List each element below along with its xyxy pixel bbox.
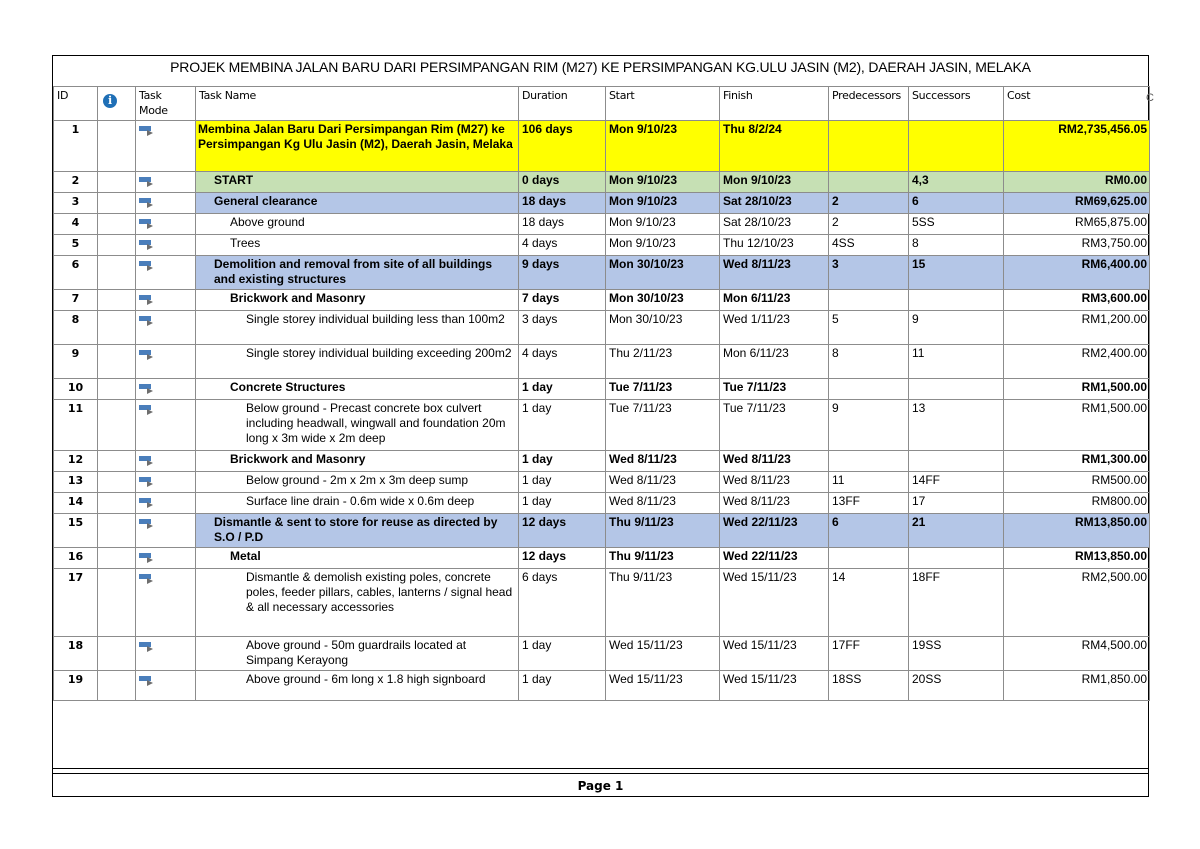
task-start-cell[interactable]: Tue 7/11/23 [606,379,720,400]
task-id-cell: 11 [54,400,98,451]
task-row[interactable] [54,514,1150,548]
task-mode-cell[interactable] [136,256,196,290]
task-predecessors-cell[interactable]: 17FF [829,637,909,671]
task-cost-cell[interactable]: RM13,850.00 [1004,514,1150,548]
task-indicator-cell [98,671,136,701]
task-row[interactable] [54,472,1150,493]
task-start-cell[interactable]: Mon 9/10/23 [606,172,720,193]
task-duration-cell[interactable]: 1 day [519,400,606,451]
task-name: Demolition and removal from site of all buildings and existing structures [214,257,493,286]
task-mode-cell[interactable] [136,451,196,472]
task-name: Below ground - 2m x 2m x 3m deep sump [246,473,469,487]
task-start-cell[interactable]: Mon 9/10/23 [606,193,720,214]
task-mode-cell[interactable] [136,548,196,569]
task-finish-cell[interactable]: Wed 8/11/23 [720,472,829,493]
task-start-cell[interactable]: Thu 2/11/23 [606,345,720,379]
task-successors-cell[interactable] [909,121,1004,172]
task-finish-cell[interactable]: Wed 22/11/23 [720,548,829,569]
task-duration-cell[interactable]: 1 day [519,637,606,671]
task-row[interactable] [54,172,1150,193]
auto-scheduled-task-icon [139,454,155,466]
task-indicator-cell [98,214,136,235]
page-footer [53,768,1148,798]
task-row[interactable] [54,569,1150,637]
task-row[interactable] [54,637,1150,671]
task-finish-cell[interactable]: Wed 22/11/23 [720,514,829,548]
task-finish-cell[interactable]: Tue 7/11/23 [720,379,829,400]
task-id-cell: 10 [54,379,98,400]
task-indicator-cell [98,311,136,345]
task-row[interactable] [54,214,1150,235]
task-predecessors-cell[interactable]: 9 [829,400,909,451]
task-row[interactable] [54,400,1150,451]
header-row [54,87,1150,121]
task-indicator-cell [98,637,136,671]
task-predecessors-cell[interactable]: 14 [829,569,909,637]
task-name: Above ground - 50m guardrails located at Simpang Kerayong [246,638,467,667]
task-indicator-cell [98,548,136,569]
task-predecessors-cell[interactable] [829,379,909,400]
task-indicator-cell [98,235,136,256]
task-row[interactable] [54,451,1150,472]
task-name-cell[interactable] [196,379,519,400]
auto-scheduled-task-icon [139,496,155,508]
task-name-cell[interactable] [196,451,519,472]
task-cost-cell[interactable]: RM4,500.00 [1004,637,1150,671]
task-successors-cell[interactable]: 13 [909,400,1004,451]
task-row[interactable] [54,235,1150,256]
task-mode-cell[interactable] [136,400,196,451]
auto-scheduled-task-icon [139,196,155,208]
column-header-successors[interactable]: Successors [909,87,1004,121]
task-cost-cell[interactable]: RM13,850.00 [1004,548,1150,569]
page-number: Page 1 [577,779,624,793]
task-name-cell[interactable] [196,514,519,548]
task-mode-cell[interactable] [136,121,196,172]
task-indicator-cell [98,193,136,214]
task-cost-cell[interactable]: RM2,735,456.05 [1004,121,1150,172]
task-start-cell[interactable]: Wed 8/11/23 [606,493,720,514]
task-successors-cell[interactable]: 19SS [909,637,1004,671]
task-finish-cell[interactable]: Wed 8/11/23 [720,493,829,514]
task-successors-cell[interactable]: 18FF [909,569,1004,637]
task-id-cell: 9 [54,345,98,379]
task-predecessors-cell[interactable]: 2 [829,193,909,214]
task-successors-cell[interactable] [909,290,1004,311]
auto-scheduled-task-icon [139,551,155,563]
task-start-cell[interactable]: Mon 30/10/23 [606,311,720,345]
task-start-cell[interactable]: Mon 9/10/23 [606,121,720,172]
task-start-cell[interactable]: Mon 9/10/23 [606,214,720,235]
task-successors-cell[interactable]: 15 [909,256,1004,290]
task-successors-cell[interactable] [909,379,1004,400]
task-indicator-cell [98,121,136,172]
task-mode-cell[interactable] [136,671,196,701]
auto-scheduled-task-icon [139,348,155,360]
column-header-finish[interactable]: Finish [720,87,829,121]
auto-scheduled-task-icon [139,314,155,326]
task-successors-cell[interactable]: 14FF [909,472,1004,493]
task-row[interactable] [54,671,1150,701]
task-name: Metal [230,549,261,563]
task-duration-cell[interactable]: 1 day [519,671,606,701]
task-finish-cell[interactable]: Mon 6/11/23 [720,345,829,379]
task-duration-cell[interactable]: 18 days [519,214,606,235]
task-start-cell[interactable]: Mon 30/10/23 [606,290,720,311]
task-cost-cell[interactable]: RM69,625.00 [1004,193,1150,214]
task-predecessors-cell[interactable]: 6 [829,514,909,548]
task-name: Concrete Structures [230,380,346,394]
task-successors-cell[interactable]: 4,3 [909,172,1004,193]
auto-scheduled-task-icon [139,382,155,394]
task-cost-cell[interactable]: RM65,875.00 [1004,214,1150,235]
clipped-column-header: C [1146,92,1154,104]
task-indicator-cell [98,345,136,379]
task-mode-cell[interactable] [136,472,196,493]
task-name-cell[interactable] [196,400,519,451]
task-mode-cell[interactable] [136,311,196,345]
task-successors-cell[interactable] [909,548,1004,569]
task-duration-cell[interactable]: 7 days [519,290,606,311]
task-row[interactable] [54,548,1150,569]
task-indicator-cell [98,400,136,451]
task-name: Above ground [230,215,305,229]
column-header-start[interactable]: Start [606,87,720,121]
task-id-cell: 4 [54,214,98,235]
task-successors-cell[interactable]: 21 [909,514,1004,548]
task-id-cell: 13 [54,472,98,493]
task-finish-cell[interactable]: Wed 15/11/23 [720,637,829,671]
auto-scheduled-task-icon [139,238,155,250]
auto-scheduled-task-icon [139,674,155,686]
task-finish-cell[interactable]: Mon 9/10/23 [720,172,829,193]
task-name-cell[interactable] [196,345,519,379]
column-header-task-mode[interactable]: Task Mode [136,87,196,121]
task-id-cell: 1 [54,121,98,172]
task-finish-cell[interactable]: Mon 6/11/23 [720,290,829,311]
task-duration-cell[interactable]: 4 days [519,235,606,256]
task-name-cell[interactable] [196,637,519,671]
task-mode-cell[interactable] [136,235,196,256]
task-id-cell: 14 [54,493,98,514]
task-id-cell: 16 [54,548,98,569]
task-id-cell: 12 [54,451,98,472]
task-successors-cell[interactable]: 20SS [909,671,1004,701]
task-successors-cell[interactable]: 11 [909,345,1004,379]
task-mode-cell[interactable] [136,214,196,235]
task-id-cell: 2 [54,172,98,193]
task-cost-cell[interactable]: RM1,850.00 [1004,671,1150,701]
auto-scheduled-task-icon [139,517,155,529]
task-indicator-cell [98,379,136,400]
task-mode-cell[interactable] [136,637,196,671]
task-mode-cell[interactable] [136,379,196,400]
task-name: Dismantle & sent to store for reuse as directed by S.O / P.D [214,515,498,544]
task-predecessors-cell[interactable]: 4SS [829,235,909,256]
task-duration-cell[interactable]: 12 days [519,514,606,548]
task-mode-cell[interactable] [136,514,196,548]
auto-scheduled-task-icon [139,475,155,487]
task-cost-cell[interactable]: RM6,400.00 [1004,256,1150,290]
column-header-id[interactable]: ID [54,87,98,121]
task-cost-cell[interactable]: RM1,300.00 [1004,451,1150,472]
task-successors-cell[interactable]: 17 [909,493,1004,514]
task-predecessors-cell[interactable]: 13FF [829,493,909,514]
task-indicator-cell [98,569,136,637]
task-name-cell[interactable] [196,569,519,637]
task-predecessors-cell[interactable] [829,172,909,193]
task-start-cell[interactable]: Wed 15/11/23 [606,637,720,671]
task-duration-cell[interactable]: 1 day [519,493,606,514]
task-duration-cell[interactable]: 9 days [519,256,606,290]
task-duration-cell[interactable]: 4 days [519,345,606,379]
task-name: Single storey individual building less than 100m2 [246,312,505,326]
task-name-cell[interactable] [196,172,519,193]
task-indicator-cell [98,256,136,290]
task-indicator-cell [98,514,136,548]
auto-scheduled-task-icon [139,175,155,187]
task-start-cell[interactable]: Wed 15/11/23 [606,671,720,701]
task-row[interactable] [54,193,1150,214]
task-duration-cell[interactable]: 106 days [519,121,606,172]
auto-scheduled-task-icon [139,403,155,415]
task-cost-cell[interactable]: RM800.00 [1004,493,1150,514]
task-indicator-cell [98,493,136,514]
task-start-cell[interactable]: Tue 7/11/23 [606,400,720,451]
task-name-cell[interactable] [196,671,519,701]
task-duration-cell[interactable]: 12 days [519,548,606,569]
task-predecessors-cell[interactable]: 3 [829,256,909,290]
task-successors-cell[interactable]: 6 [909,193,1004,214]
task-name: Brickwork and Masonry [230,452,366,466]
auto-scheduled-task-icon [139,259,155,271]
task-name-cell[interactable] [196,214,519,235]
task-id-cell: 19 [54,671,98,701]
task-predecessors-cell[interactable] [829,290,909,311]
task-indicator-cell [98,472,136,493]
task-duration-cell[interactable]: 1 day [519,472,606,493]
task-name-cell[interactable] [196,235,519,256]
column-header-indicators[interactable] [98,87,136,121]
task-row[interactable] [54,121,1150,172]
task-cost-cell[interactable]: RM3,750.00 [1004,235,1150,256]
task-cost-cell[interactable]: RM3,600.00 [1004,290,1150,311]
task-start-cell[interactable]: Thu 9/11/23 [606,548,720,569]
task-cost-cell[interactable]: RM500.00 [1004,472,1150,493]
task-finish-cell[interactable]: Wed 1/11/23 [720,311,829,345]
task-start-cell[interactable]: Wed 8/11/23 [606,472,720,493]
task-duration-cell[interactable]: 0 days [519,172,606,193]
task-name-cell[interactable] [196,290,519,311]
column-header-predecessors[interactable]: Predecessors [829,87,909,121]
task-duration-cell[interactable]: 3 days [519,311,606,345]
task-finish-cell[interactable]: Wed 15/11/23 [720,569,829,637]
task-row[interactable] [54,290,1150,311]
auto-scheduled-task-icon [139,640,155,652]
task-finish-cell[interactable]: Thu 8/2/24 [720,121,829,172]
task-name: Above ground - 6m long x 1.8 high signboard [246,672,486,686]
task-id-cell: 3 [54,193,98,214]
task-name-cell[interactable] [196,548,519,569]
task-successors-cell[interactable]: 9 [909,311,1004,345]
task-cost-cell[interactable]: RM1,500.00 [1004,400,1150,451]
task-name: Brickwork and Masonry [230,291,366,305]
project-title: PROJEK MEMBINA JALAN BARU DARI PERSIMPANGAN RIM (M27) KE PERSIMPANGAN KG.ULU JASIN (M2), DAERAH JASIN, MELAKA [170,59,1031,75]
task-indicator-cell [98,172,136,193]
task-predecessors-cell[interactable]: 5 [829,311,909,345]
task-name: START [214,173,254,187]
task-row[interactable] [54,256,1150,290]
task-indicator-cell [98,290,136,311]
task-id-cell: 18 [54,637,98,671]
task-name: Trees [230,236,261,250]
task-finish-cell[interactable]: Thu 12/10/23 [720,235,829,256]
auto-scheduled-task-icon [139,217,155,229]
task-cost-cell[interactable]: RM2,400.00 [1004,345,1150,379]
task-name-cell[interactable] [196,193,519,214]
task-mode-cell[interactable] [136,569,196,637]
task-cost-cell[interactable]: RM1,200.00 [1004,311,1150,345]
task-duration-cell[interactable]: 1 day [519,379,606,400]
footer-divider [53,773,1148,774]
task-name-cell[interactable] [196,121,519,172]
task-name: General clearance [214,194,318,208]
task-name: Surface line drain - 0.6m wide x 0.6m deep [246,494,475,508]
task-name-cell[interactable] [196,493,519,514]
task-duration-cell[interactable]: 18 days [519,193,606,214]
task-finish-cell[interactable]: Wed 8/11/23 [720,451,829,472]
task-successors-cell[interactable] [909,451,1004,472]
task-finish-cell[interactable]: Tue 7/11/23 [720,400,829,451]
task-rows [54,121,1150,701]
task-mode-cell[interactable] [136,345,196,379]
task-id-cell: 6 [54,256,98,290]
task-name-cell[interactable] [196,311,519,345]
task-finish-cell[interactable]: Wed 8/11/23 [720,256,829,290]
task-id-cell: 8 [54,311,98,345]
task-cost-cell[interactable]: RM0.00 [1004,172,1150,193]
auto-scheduled-task-icon [139,124,155,136]
task-name: Single storey individual building exceeding 200m2 [246,346,512,360]
task-predecessors-cell[interactable]: 18SS [829,671,909,701]
task-id-cell: 7 [54,290,98,311]
task-mode-cell[interactable] [136,172,196,193]
task-row[interactable] [54,493,1150,514]
task-finish-cell[interactable]: Sat 28/10/23 [720,193,829,214]
task-duration-cell[interactable]: 6 days [519,569,606,637]
task-successors-cell[interactable]: 5SS [909,214,1004,235]
task-cost-cell[interactable]: RM2,500.00 [1004,569,1150,637]
task-finish-cell[interactable]: Wed 15/11/23 [720,671,829,701]
auto-scheduled-task-icon [139,293,155,305]
task-id-cell: 15 [54,514,98,548]
task-name-cell[interactable] [196,256,519,290]
task-mode-cell[interactable] [136,290,196,311]
column-header-task-name[interactable]: Task Name [196,87,519,121]
task-name: Dismantle & demolish existing poles, concrete poles, feeder pillars, cables, lanterns / signal head & all necessary accessories [246,570,513,614]
task-id-cell: 17 [54,569,98,637]
task-row[interactable] [54,345,1150,379]
auto-scheduled-task-icon [139,572,155,584]
task-finish-cell[interactable]: Sat 28/10/23 [720,214,829,235]
task-row[interactable] [54,311,1150,345]
task-cost-cell[interactable]: RM1,500.00 [1004,379,1150,400]
task-duration-cell[interactable]: 1 day [519,451,606,472]
task-predecessors-cell[interactable]: 11 [829,472,909,493]
column-header-cost[interactable]: Cost [1004,87,1150,121]
column-header-duration[interactable]: Duration [519,87,606,121]
task-predecessors-cell[interactable]: 8 [829,345,909,379]
task-name: Below ground - Precast concrete box culvert including headwall, wingwall and foundation 20m long x 3m wide x 2m deep [246,401,506,445]
task-start-cell[interactable]: Mon 9/10/23 [606,235,720,256]
task-indicator-cell [98,451,136,472]
task-start-cell[interactable]: Mon 30/10/23 [606,256,720,290]
task-table [53,86,1150,701]
task-mode-cell[interactable] [136,493,196,514]
task-predecessors-cell[interactable] [829,451,909,472]
gantt-report-page [52,55,1154,797]
task-predecessors-cell[interactable] [829,548,909,569]
task-start-cell[interactable]: Thu 9/11/23 [606,514,720,548]
task-row[interactable] [54,379,1150,400]
task-start-cell[interactable]: Thu 9/11/23 [606,569,720,637]
task-id-cell: 5 [54,235,98,256]
info-icon: i [103,94,117,108]
task-predecessors-cell[interactable]: 2 [829,214,909,235]
task-start-cell[interactable]: Wed 8/11/23 [606,451,720,472]
task-predecessors-cell[interactable] [829,121,909,172]
task-name-cell[interactable] [196,472,519,493]
task-mode-cell[interactable] [136,193,196,214]
task-successors-cell[interactable]: 8 [909,235,1004,256]
task-name: Membina Jalan Baru Dari Persimpangan Rim (M27) ke Persimpangan Kg Ulu Jasin (M2), Daerah Jasin, Melaka [198,122,513,151]
